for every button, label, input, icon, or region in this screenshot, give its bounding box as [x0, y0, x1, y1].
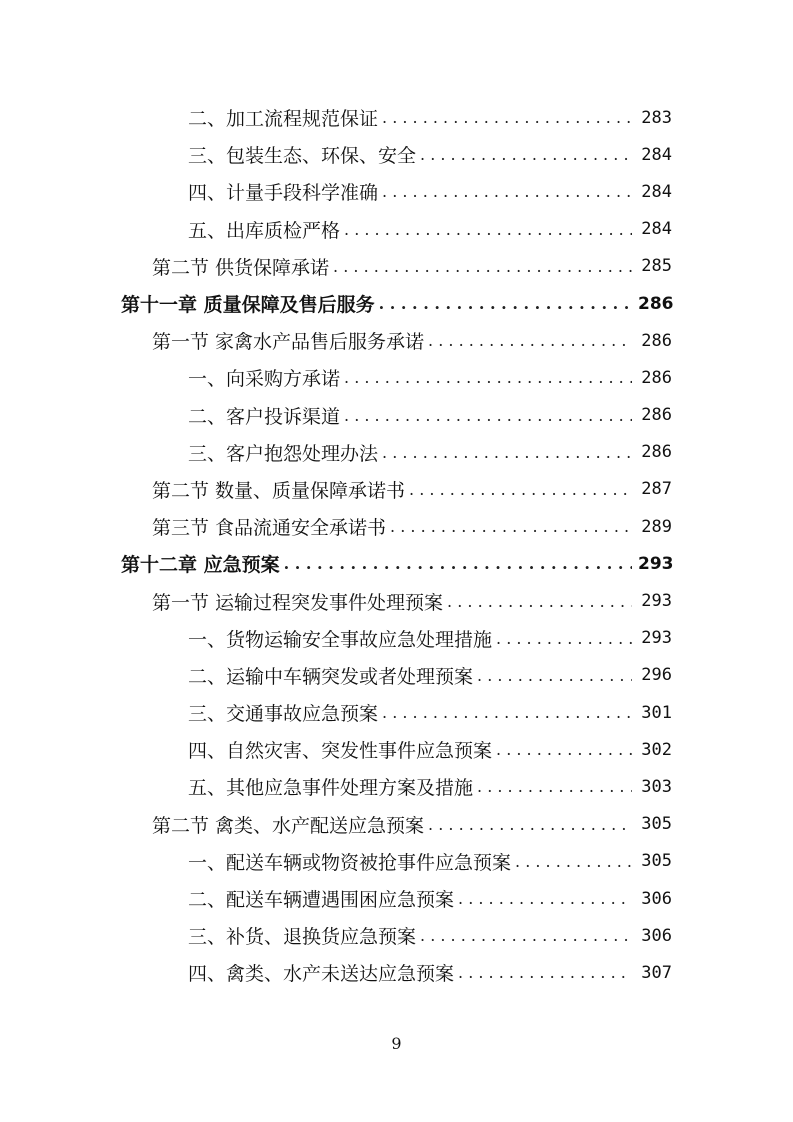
toc-entry-title: 四、禽类、水产未送达应急预案 [188, 959, 458, 986]
toc-entry[interactable] [0, 545, 793, 582]
toc-entry-title: 三、包装生态、环保、安全 [188, 141, 420, 168]
toc-entry-page: 306 [641, 888, 672, 909]
toc-entry-title: 第二节 数量、质量保障承诺书 [152, 476, 409, 503]
dot-leader [382, 108, 632, 127]
toc-entry[interactable] [0, 917, 793, 954]
table-of-contents [0, 99, 793, 992]
toc-entry-page: 307 [641, 962, 672, 983]
toc-entry-page: 285 [641, 256, 672, 277]
toc-entry[interactable] [0, 136, 793, 173]
toc-entry[interactable] [0, 657, 793, 694]
dot-leader [409, 480, 632, 499]
toc-entry-page: 301 [641, 702, 672, 723]
toc-entry-page: 296 [641, 665, 672, 686]
toc-entry-page: 293 [641, 628, 672, 649]
toc-entry-page: 284 [641, 144, 672, 165]
toc-entry-title: 第十一章 质量保障及售后服务 [121, 290, 379, 317]
toc-entry[interactable] [0, 285, 793, 322]
dot-leader [344, 406, 632, 425]
toc-entry-page: 284 [641, 219, 672, 240]
toc-entry[interactable] [0, 397, 793, 434]
toc-entry[interactable] [0, 620, 793, 657]
toc-entry[interactable] [0, 99, 793, 136]
toc-entry-title: 三、交通事故应急预案 [188, 699, 382, 726]
dot-leader [382, 443, 632, 462]
toc-entry-title: 四、自然灾害、突发性事件应急预案 [188, 736, 496, 763]
toc-entry[interactable] [0, 806, 793, 843]
toc-entry-title: 第二节 供货保障承诺 [152, 253, 333, 280]
toc-entry-title: 一、向采购方承诺 [188, 364, 344, 391]
toc-entry-page: 286 [641, 367, 672, 388]
toc-entry-title: 四、计量手段科学准确 [188, 178, 382, 205]
toc-entry-title: 第一节 运输过程突发事件处理预案 [152, 588, 447, 615]
toc-entry[interactable] [0, 471, 793, 508]
dot-leader [477, 777, 632, 796]
toc-entry-title: 一、配送车辆或物资被抢事件应急预案 [188, 848, 515, 875]
toc-entry-title: 一、货物运输安全事故应急处理措施 [188, 625, 496, 652]
dot-leader [284, 554, 632, 573]
dot-leader [420, 926, 632, 945]
dot-leader [333, 257, 632, 276]
dot-leader [428, 331, 632, 350]
toc-entry[interactable] [0, 582, 793, 619]
toc-entry-page: 289 [641, 516, 672, 537]
toc-entry-page: 286 [638, 293, 674, 314]
toc-entry[interactable] [0, 248, 793, 285]
toc-entry-title: 第三节 食品流通安全承诺书 [152, 513, 390, 540]
toc-entry-title: 二、运输中车辆突发或者处理预案 [188, 662, 477, 689]
toc-entry[interactable] [0, 211, 793, 248]
toc-entry[interactable] [0, 731, 793, 768]
dot-leader [458, 889, 632, 908]
toc-entry-title: 二、配送车辆遭遇围困应急预案 [188, 885, 458, 912]
dot-leader [428, 815, 632, 834]
dot-leader [344, 220, 632, 239]
toc-entry-page: 293 [641, 591, 672, 612]
dot-leader [447, 592, 632, 611]
toc-entry[interactable] [0, 768, 793, 805]
toc-entry-page: 293 [638, 553, 674, 574]
toc-entry[interactable] [0, 434, 793, 471]
toc-entry-page: 305 [641, 851, 672, 872]
toc-entry[interactable] [0, 694, 793, 731]
toc-entry-title: 第十二章 应急预案 [121, 550, 284, 577]
toc-entry[interactable] [0, 508, 793, 545]
toc-entry-page: 286 [641, 442, 672, 463]
toc-entry[interactable] [0, 954, 793, 991]
dot-leader [382, 182, 632, 201]
toc-entry[interactable] [0, 843, 793, 880]
toc-entry-title: 三、客户抱怨处理办法 [188, 439, 382, 466]
toc-entry[interactable] [0, 173, 793, 210]
dot-leader [344, 368, 632, 387]
toc-entry-page: 302 [641, 739, 672, 760]
dot-leader [458, 963, 632, 982]
dot-leader [420, 145, 632, 164]
toc-entry-title: 三、补货、退换货应急预案 [188, 922, 420, 949]
toc-entry-title: 二、客户投诉渠道 [188, 402, 344, 429]
dot-leader [496, 740, 632, 759]
page-number: 9 [391, 1034, 402, 1053]
dot-leader [379, 294, 632, 313]
dot-leader [477, 666, 632, 685]
toc-entry-page: 305 [641, 814, 672, 835]
toc-entry-page: 284 [641, 181, 672, 202]
toc-entry-title: 第二节 禽类、水产配送应急预案 [152, 811, 428, 838]
toc-entry-title: 二、加工流程规范保证 [188, 104, 382, 131]
toc-entry[interactable] [0, 322, 793, 359]
toc-entry-page: 286 [641, 405, 672, 426]
dot-leader [515, 852, 632, 871]
toc-entry-title: 五、其他应急事件处理方案及措施 [188, 773, 477, 800]
toc-entry-title: 第一节 家禽水产品售后服务承诺 [152, 327, 428, 354]
toc-entry[interactable] [0, 359, 793, 396]
dot-leader [382, 703, 632, 722]
dot-leader [496, 629, 632, 648]
toc-entry-page: 283 [641, 107, 672, 128]
toc-entry[interactable] [0, 880, 793, 917]
toc-entry-page: 306 [641, 925, 672, 946]
toc-entry-page: 287 [641, 479, 672, 500]
toc-entry-page: 303 [641, 776, 672, 797]
toc-entry-page: 286 [641, 330, 672, 351]
toc-entry-title: 五、出库质检严格 [188, 216, 344, 243]
dot-leader [390, 517, 632, 536]
